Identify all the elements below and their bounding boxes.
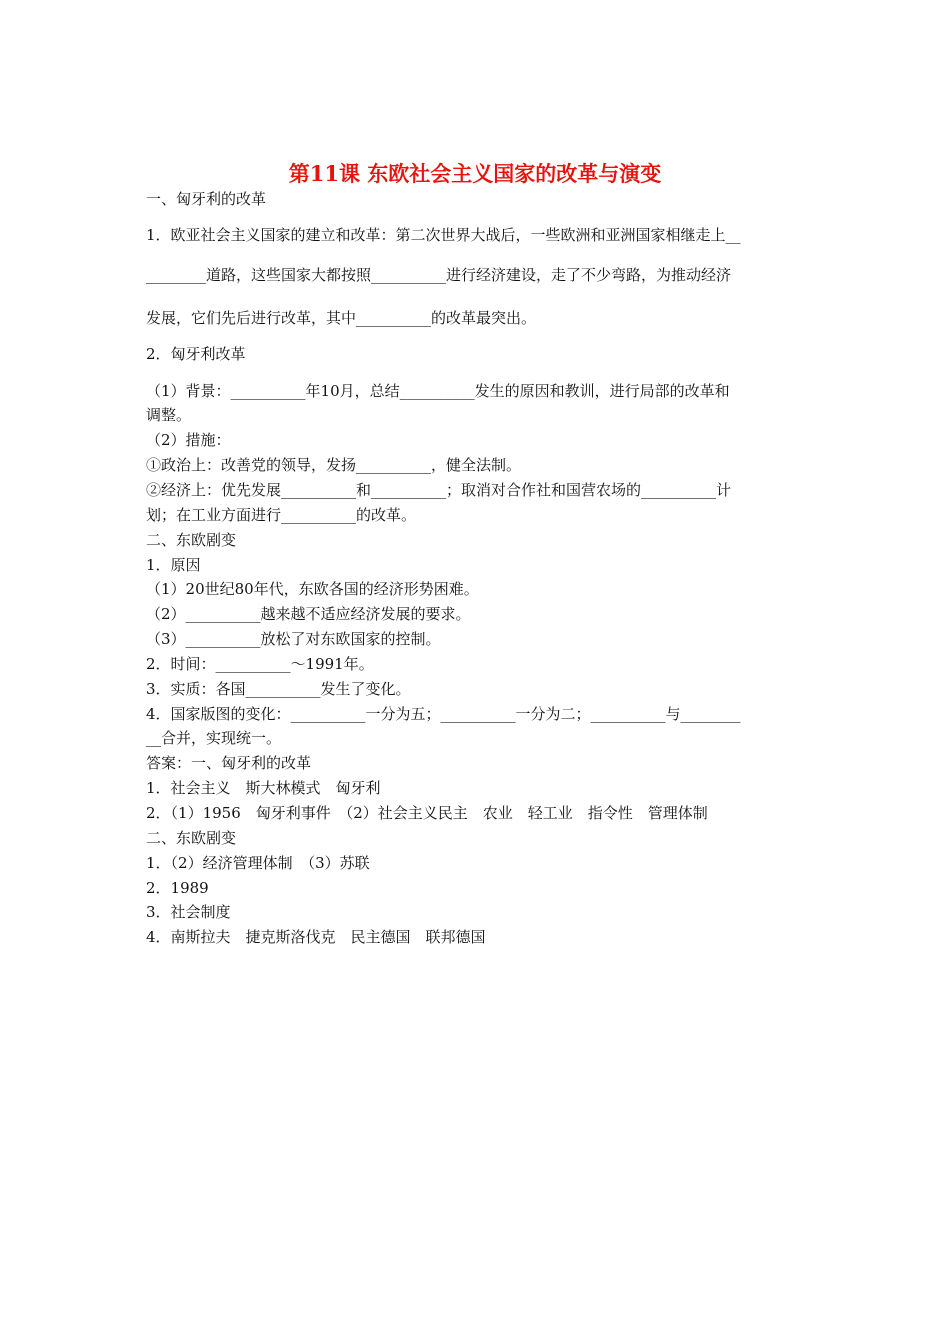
answer-line: 2．1989 bbox=[146, 879, 209, 897]
answer-line: 1．（2）经济管理体制 （3）苏联 bbox=[146, 854, 370, 872]
section-heading-hungary: 一、匈牙利的改革 bbox=[146, 190, 267, 208]
answer-section-heading: 二、东欧剧变 bbox=[146, 829, 237, 847]
paragraph-line: （2）措施： bbox=[146, 431, 231, 449]
section-heading-eastern-europe: 二、东欧剧变 bbox=[146, 531, 237, 549]
subsection-heading: 2．匈牙利改革 bbox=[146, 345, 246, 363]
paragraph-line: 1．欧亚社会主义国家的建立和改革：第二次世界大战后，一些欧洲和亚洲国家相继走上__ bbox=[146, 226, 741, 244]
paragraph-line: 划；在工业方面进行__________的改革。 bbox=[146, 506, 417, 524]
lesson-title: 第11课 东欧社会主义国家的改革与演变 bbox=[288, 161, 662, 186]
paragraph-line: 4．国家版图的变化：__________一分为五；__________一分为二；__________与________ bbox=[146, 705, 741, 723]
paragraph-line: 1．原因 bbox=[146, 556, 201, 574]
paragraph-line: 发展，它们先后进行改革，其中__________的改革最突出。 bbox=[146, 309, 537, 327]
answer-line: 4．南斯拉夫 捷克斯洛伐克 民主德国 联邦德国 bbox=[146, 928, 486, 946]
answer-line: 2．（1）1956 匈牙利事件 （2）社会主义民主 农业 轻工业 指令性 管理体制 bbox=[146, 804, 708, 822]
paragraph-line: ________道路，这些国家大都按照__________进行经济建设，走了不少弯路，为推动经济 bbox=[146, 266, 732, 284]
answer-heading: 答案：一、匈牙利的改革 bbox=[146, 754, 312, 772]
paragraph-line: （1）背景：__________年10月，总结__________发生的原因和教训，进行局部的改革和 bbox=[146, 382, 730, 400]
answer-line: 3．社会制度 bbox=[146, 903, 231, 921]
paragraph-line: ①政治上：改善党的领导，发扬__________，健全法制。 bbox=[146, 456, 522, 474]
paragraph-line: 调整。 bbox=[146, 406, 192, 424]
paragraph-line: __合并，实现统一。 bbox=[146, 729, 282, 747]
paragraph-line: 3．实质：各国__________发生了变化。 bbox=[146, 680, 411, 698]
answer-line: 1．社会主义 斯大林模式 匈牙利 bbox=[146, 779, 381, 797]
paragraph-line: ②经济上：优先发展__________和__________；取消对合作社和国营农场的__________计 bbox=[146, 481, 732, 499]
paragraph-line: （2）__________越来越不适应经济发展的要求。 bbox=[146, 605, 471, 623]
paragraph-line: 2．时间：__________～1991年。 bbox=[146, 655, 374, 673]
paragraph-line: （3）__________放松了对东欧国家的控制。 bbox=[146, 630, 441, 648]
paragraph-line: （1）20世纪80年代，东欧各国的经济形势困难。 bbox=[146, 580, 479, 598]
